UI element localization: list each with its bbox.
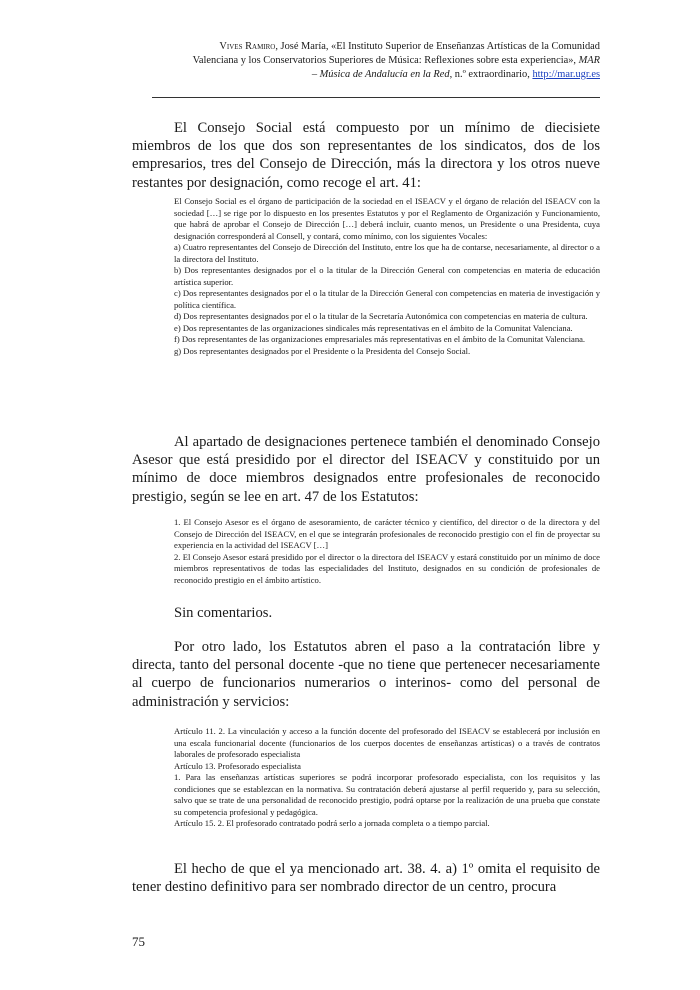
header-line-1: , José María, «El Instituto Superior de Enseñanzas Artísticas de la Comunidad <box>275 41 600 52</box>
header-issue: , n.º extraordinario, <box>449 69 533 80</box>
body-paragraph-consejo-asesor: Al apartado de designaciones pertenece también el denominado Consejo Asesor que está presidido por el director del ISEACV y constituido por un mínimo de doce miembros designados entre profesionales de reconocido prestigio, según se lee en art. 47 de los Estatutos: <box>132 434 600 505</box>
quote-line: 1. Para las enseñanzas artísticas superiores se podrá incorporar profesorado especialista, con los requisitos y las condiciones que se establezcan en la normativa. Su contratación deberá ajustarse al perfil requerido y, para su selección, salvo que se trate de una personalidad de reconocido prestigio, podrá optarse por la realización de una prueba que constate su competencia profesional y pedagógica. <box>174 772 600 817</box>
running-header <box>138 40 600 82</box>
quote-line: Artículo 13. Profesorado especialista <box>174 760 301 771</box>
journal-abbreviation: MAR <box>578 55 600 66</box>
author-surname: Vives Ramiro <box>219 41 276 52</box>
quote-line: Artículo 11. 2. La vinculación y acceso a la función docente del profesorado del ISEACV se establecerá por inclusión en una escala funcionarial docente (funcionarios de los cuerpos docentes de enseñanzas artísticas) o a través de contratos laborales de profesorado especialista <box>174 726 600 759</box>
block-quote-art-41 <box>174 196 600 357</box>
block-quote-art-47 <box>174 517 600 586</box>
quote-line: b) Dos representantes designados por el o la titular de la Dirección General con competencias en materia de educación artística superior. <box>174 265 600 287</box>
quote-line: Artículo 15. 2. El profesorado contratado podrá serlo a jornada completa o a tiempo parcial. <box>174 818 490 828</box>
block-quote-articulos-11-15 <box>174 726 600 830</box>
quote-line: c) Dos representantes designados por el o la titular de la Dirección General con competencias en materia de investigación y política científica. <box>174 288 600 310</box>
body-paragraph-sin-comentarios: Sin comentarios. <box>174 605 273 621</box>
header-dash: – <box>311 69 320 80</box>
quote-line: g) Dos representantes designados por el Presidente o la Presidenta del Consejo Social. <box>174 345 471 356</box>
quote-line: e) Dos representantes de las organizaciones sindicales más representativas en el ámbito de la Comunitat Valenciana. <box>174 322 573 333</box>
quote-line: 1. El Consejo Asesor es el órgano de asesoramiento, de carácter técnico y científico, del director o de la directora y del Consejo de Dirección del ISEACV, en el que se integrarán profesionales de reconocido prestigio con el fin de proyectar su experiencia en la actividad del ISEACV […] <box>174 517 600 550</box>
quote-line: 2. El Consejo Asesor estará presidido por el director o la directora del ISEACV y estará constituido por un mínimo de doce miembros representativos de todas las especialidades del Instituto, designados en su condición de profesionales de reconocido prestigio en el ámbito artístico. <box>174 551 600 585</box>
header-divider <box>152 97 600 98</box>
journal-url-link[interactable]: http://mar.ugr.es <box>532 69 600 80</box>
body-paragraph-consejo-social: El Consejo Social está compuesto por un mínimo de diecisiete miembros de los que dos son representantes de los sindicatos, dos de los empresarios, tres del Consejo de Dirección, más la directora y los otros nueve restantes por designación, como recoge el art. 41: <box>132 120 600 191</box>
quote-line: f) Dos representantes de las organizaciones empresariales más representativas en el ámbito de la Comunitat Valenciana. <box>174 334 586 344</box>
header-line-2: Valenciana y los Conservatorios Superiores de Música: Reflexiones sobre esta experiencia», <box>192 55 579 66</box>
journal-name: Música de Andalucía en la Red <box>319 69 450 80</box>
quote-line: d) Dos representantes designados por el o la titular de la Secretaría Autonómica con competencias en materia de cultura. <box>174 311 588 321</box>
quote-line: El Consejo Social es el órgano de participación de la sociedad en el ISEACV y el órgano de relación del ISEACV con la sociedad […] se rige por lo dispuesto en los presentes Estatutos y por el Reglamento de Organización y Funcionamiento, que habrá de aprobar el Consejo de Dirección […] deberá incluir, cuanto menos, un Presidente o una Presidenta, cuya designación corresponderá al Consell, y contará, como mínimo, con los siguientes Vocales: <box>174 196 600 241</box>
page-number: 75 <box>132 934 145 949</box>
quote-line: a) Cuatro representantes del Consejo de Dirección del Instituto, entre los que ha de contarse, necesariamente, al director o a la directora del Instituto. <box>174 242 600 264</box>
body-paragraph-art-38: El hecho de que el ya mencionado art. 38. 4. a) 1º omita el requisito de tener destino definitivo para ser nombrado director de un centro, procura <box>132 861 600 896</box>
body-paragraph-contratacion: Por otro lado, los Estatutos abren el paso a la contratación libre y directa, tanto del personal docente -que no tiene que pertenecer necesariamente al cuerpo de funcionarios numerarios o interinos- como del personal de administración y servicios: <box>132 639 600 710</box>
